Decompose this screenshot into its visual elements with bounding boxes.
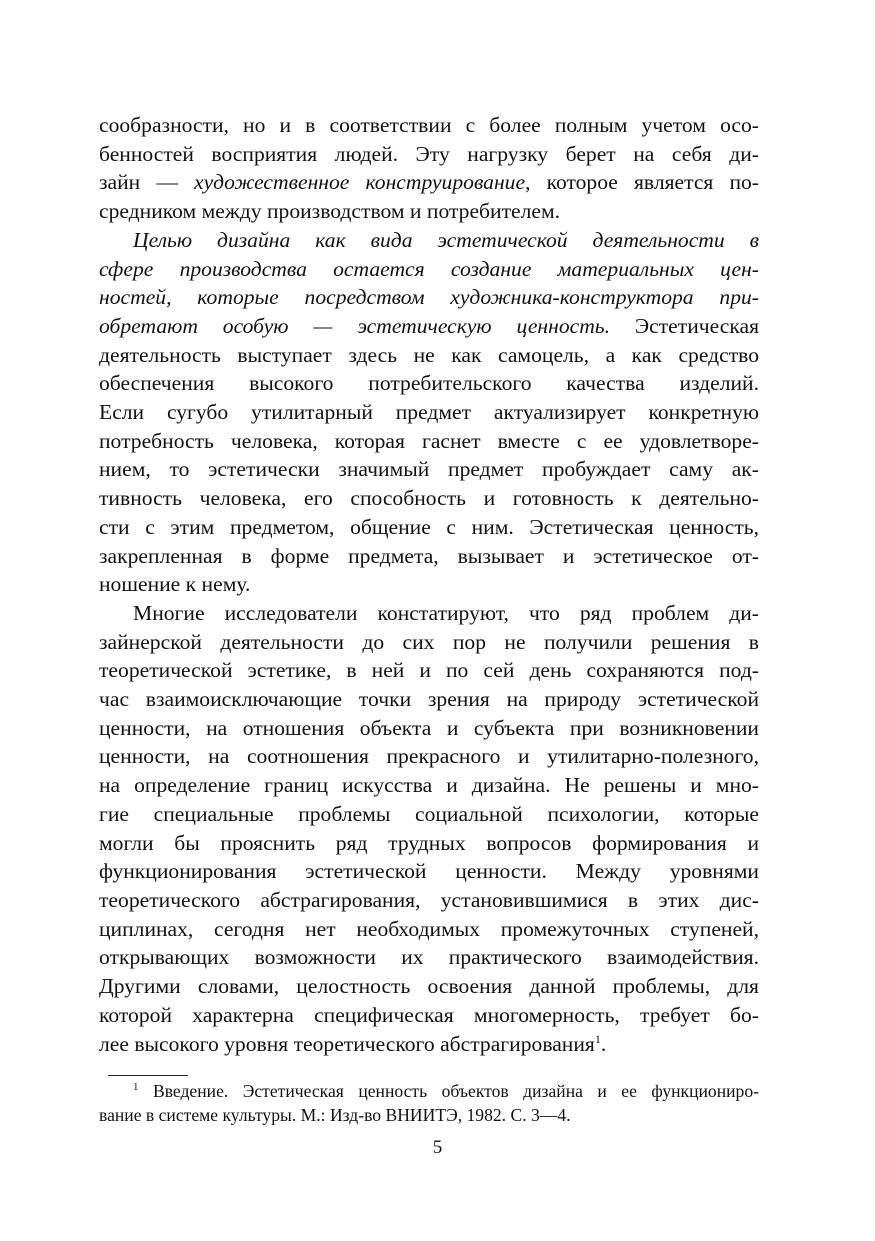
text-line: теоретической эстетике, в ней и по сей день сохраняются под- xyxy=(99,658,759,683)
text-line: нием, то эстетически значимый предмет пробуждает саму ак- xyxy=(99,457,759,482)
text-line: бенностей восприятия людей. Эту нагрузку берет на себя ди- xyxy=(99,141,759,166)
paragraph-2 xyxy=(99,226,759,599)
text-line: средником между производством и потребителем. xyxy=(99,199,561,224)
text-line-italic: обретают особую — эстетическую ценность. xyxy=(99,313,611,338)
text-line: тивность человека, его способность и готовность к деятельно- xyxy=(99,486,759,511)
text-line: Другими словами, целостность освоения данной проблемы, для xyxy=(99,974,759,999)
text-line: Многие исследователи констатируют, что ряд проблем ди- xyxy=(133,600,759,625)
text-line: ценности, на соотношения прекрасного и утилитарно-полезного, xyxy=(99,744,759,769)
text-line: обретают особую — эстетическую ценность. Эстетическая xyxy=(99,313,759,338)
page-body xyxy=(99,111,759,1058)
footnote-line: $^1$ Введение. Эстетическая ценность объектов дизайна и ее функциониро- xyxy=(133,1081,759,1101)
text-line: Если сугубо утилитарный предмет актуализирует конкретную xyxy=(99,400,759,425)
footnote xyxy=(99,1079,759,1127)
text-line: деятельность выступает здесь не как самоцель, а как средство xyxy=(99,342,759,367)
text-line xyxy=(99,283,759,312)
text-line: лее высокого уровня теоретического абстрагирования$^1$. xyxy=(99,1031,607,1056)
paragraph-1 xyxy=(99,111,759,226)
page-number: 5 xyxy=(432,1137,443,1158)
text-line: могли бы прояснить ряд трудных вопросов формирования и xyxy=(99,830,759,855)
text-line: теоретического абстрагирования, установившимися в этих дис- xyxy=(99,887,759,912)
text-line: функционирования эстетической ценности. Между уровнями xyxy=(99,859,759,884)
footnote-separator xyxy=(108,1075,188,1076)
text-line xyxy=(99,255,759,284)
text-line: ношение к нему. xyxy=(99,572,251,597)
text-line: зайн — художественное конструирование, которое является по- xyxy=(99,170,759,195)
text-line: час взаимоисключающие точки зрения на природу эстетической xyxy=(99,687,759,712)
text-line: потребность человека, которая гаснет вместе с ее удовлетворе- xyxy=(99,428,759,453)
text-line: открывающих возможности их практического взаимодействия. xyxy=(99,945,759,970)
paragraph-3 xyxy=(99,599,759,1058)
text-line-italic: ностей, которые посредством художника-конструктора при- xyxy=(99,285,759,310)
footnote-marker: 1 xyxy=(133,1081,139,1094)
footnote-reference[interactable]: 1 xyxy=(594,1031,601,1046)
text-line: сти с этим предметом, общение с ним. Эстетическая ценность, xyxy=(99,514,759,539)
text-line-italic: сфере производства остается создание материальных цен- xyxy=(99,256,759,281)
text-line: ценности, на отношения объекта и субъекта при возникновении xyxy=(99,715,759,740)
text-line: гие специальные проблемы социальной психологии, которые xyxy=(99,801,759,826)
text-line-italic: Целью дизайна как вида эстетической деятельности в xyxy=(133,227,759,252)
footnote-line: вание в системе культуры. М.: Изд-во ВНИИТЭ, 1982. С. 3—4. xyxy=(99,1105,571,1125)
text-line-italic: художественное конструирование xyxy=(194,170,526,195)
text-line: циплинах, сегодня нет необходимых промежуточных ступеней, xyxy=(99,916,759,941)
text-line xyxy=(99,226,759,255)
text-line: которой характерна специфическая многомерность, требует бо- xyxy=(99,1002,759,1027)
text-line: обеспечения высокого потребительского качества изделий. xyxy=(99,371,759,396)
text-line: сообразности, но и в соответствии с более полным учетом осо- xyxy=(99,113,759,137)
text-line: зайнерской деятельности до сих пор не получили решения в xyxy=(99,629,759,654)
text-line: на определение границ искусства и дизайна. Не решены и мно- xyxy=(99,773,759,798)
text-line: закрепленная в форме предмета, вызывает и эстетическое от- xyxy=(99,543,759,568)
